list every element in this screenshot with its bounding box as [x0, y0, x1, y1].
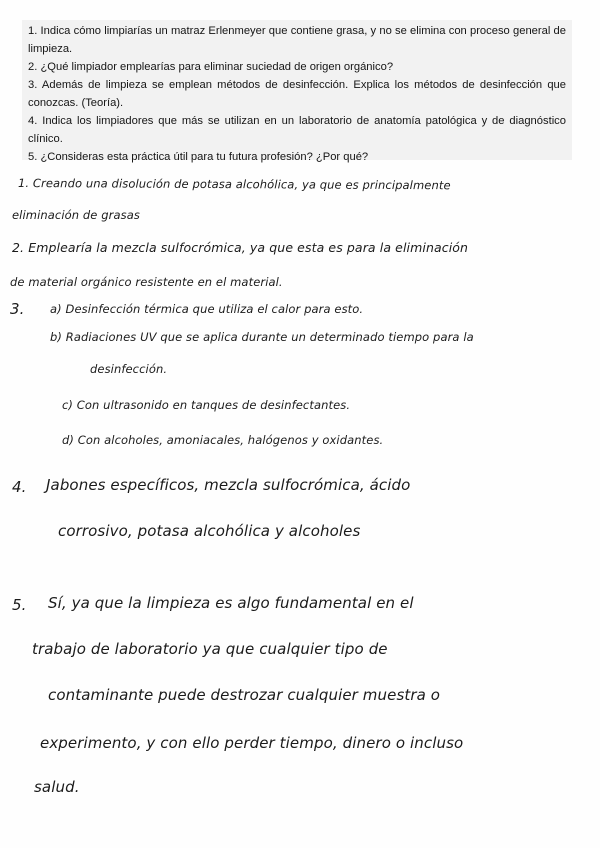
answer-2-line-2: de material orgánico resistente en el material. [10, 275, 283, 289]
answer-3-c: c) Con ultrasonido en tanques de desinfectantes. [62, 398, 351, 412]
answer-1-line-1: 1. Creando una disolución de potasa alcohólica, ya que es principalmente [17, 176, 451, 193]
answer-3-d: d) Con alcoholes, amoniacales, halógenos y oxidantes. [62, 433, 384, 447]
question-4: 4. Indica los limpiadores que más se utilizan en un laboratorio de anatomía patológica y de diagnóstico clínico. [28, 115, 566, 145]
answer-3-b-line-1: b) Radiaciones UV que se aplica durante un determinado tiempo para la [50, 330, 474, 344]
answer-5-line-2: trabajo de laboratorio ya que cualquier tipo de [32, 640, 388, 658]
question-1: 1. Indica cómo limpiarías un matraz Erlenmeyer que contiene grasa, y no se elimina con proceso general de limpieza. [28, 25, 566, 55]
question-3: 3. Además de limpieza se emplean métodos de desinfección. Explica los métodos de desinfección que conozcas. (Teoría). [28, 79, 566, 109]
answer-1-line-2: eliminación de grasas [12, 208, 140, 222]
answer-4-line-2: corrosivo, potasa alcohólica y alcoholes [58, 522, 361, 540]
answer-2-line-1: 2. Emplearía la mezcla sulfocrómica, ya que esta es para la eliminación [12, 240, 469, 255]
answer-5-line-1: Sí, ya que la limpieza es algo fundamental en el [48, 594, 414, 612]
questions-box [22, 20, 572, 163]
answer-5-line-3: contaminante puede destrozar cualquier muestra o [48, 686, 441, 704]
answer-3-a: a) Desinfección térmica que utiliza el calor para esto. [50, 302, 364, 316]
answer-3-b-line-2: desinfección. [90, 362, 168, 376]
answer-5-line-5: salud. [34, 778, 80, 796]
question-5: 5. ¿Consideras esta práctica útil para tu futura profesión? ¿Por qué? [28, 151, 369, 163]
answer-4-line-1: Jabones específicos, mezcla sulfocrómica, ácido [46, 476, 411, 494]
question-2: 2. ¿Qué limpiador emplearías para eliminar suciedad de origen orgánico? [28, 61, 394, 73]
answer-5-line-4: experimento, y con ello perder tiempo, dinero o incluso [40, 734, 464, 752]
answer-5-number: 5. [12, 596, 27, 614]
answer-4-number: 4. [12, 478, 27, 496]
answer-3-number: 3. [10, 300, 25, 318]
